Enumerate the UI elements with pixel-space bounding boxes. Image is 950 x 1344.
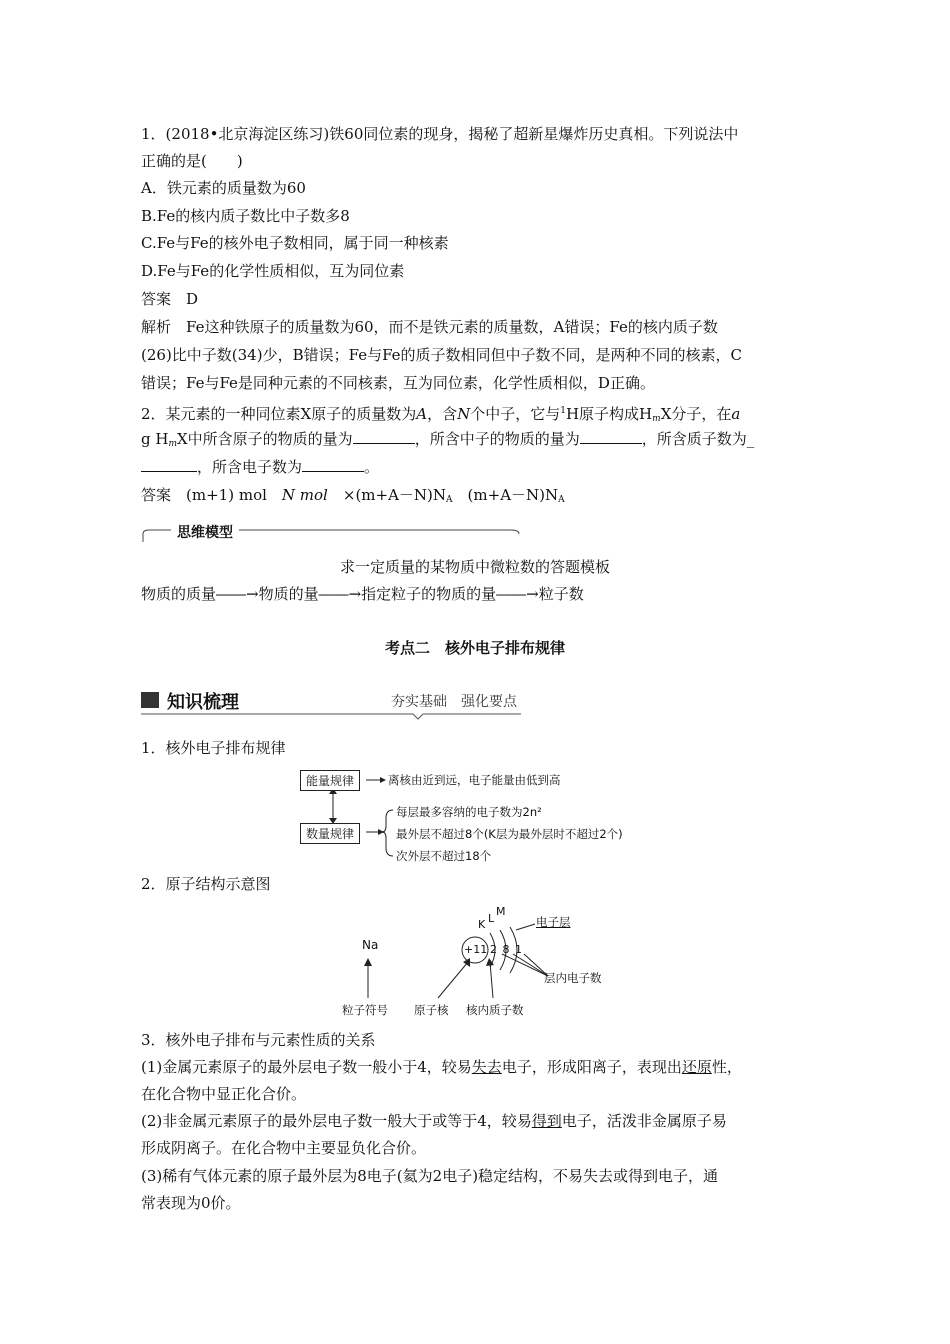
q1-analysis-line3: 错误；Fe与Fe是同种元素的不同核素，互为同位素，化学性质相似，D正确。 [141,374,655,392]
shell-m-label: M [496,905,506,918]
atom-structure-diagram [330,900,650,1022]
shell-l-label: L [488,912,495,925]
heading-2: 2．原子结构示意图 [141,875,271,893]
q1-analysis-line1: 解析 Fe这种铁原子的质量数为60，而不是铁元素的质量数，A错误；Fe的核内质子数 [141,318,718,336]
q1-option-a: A．铁元素的质量数为60 [141,179,306,197]
para1-line1: (1)金属元素原子的最外层电子数一般小于4，较易失去电子，形成阳离子，表现出还原性， [141,1058,742,1076]
q1-option-d: D.Fe与Fe的化学性质相似，互为同位素 [141,262,405,280]
blank-1[interactable] [353,429,415,444]
nucleus-charge: +11 [464,943,488,956]
knowledge-subtitle: 夯实基础 强化要点 [391,694,517,710]
q1-option-c: C.Fe与Fe的核外电子数相同，属于同一种核素 [141,234,449,252]
model-flow: 物质的质量――→物质的量――→指定粒子的物质的量――→粒子数 [141,585,584,603]
blank-2[interactable] [580,429,642,444]
para2-line1: (2)非金属元素原子的最外层电子数一般大于或等于4，较易得到电子，活泼非金属原子易 [141,1112,727,1130]
knowledge-bar [141,688,521,720]
count-rule-box: 数量规律 [300,823,360,844]
nucleus-caption: 原子核 [414,1003,449,1017]
q2-stem-line2: g $H_mX$中所含原子的物质的量为 ，所含中子的物质的量为 ，所含质子数为_ [141,430,755,449]
para3-line2: 常表现为0价。 [141,1194,241,1212]
count-rule-3: 次外层不超过18个 [396,849,492,863]
q1-analysis-line2: (26)比中子数(34)少，B错误；Fe与Fe的质子数相同但中子数不同，是两种不同的核素，C [141,346,743,364]
electron-counts: 2 8 1 [490,943,523,956]
q1-stem-line2: 正确的是( ) [141,152,243,170]
symbol-caption: 粒子符号 [342,1003,388,1017]
inner-electron-caption: 层内电子数 [544,971,602,985]
q2-stem-line3: ，所含电子数为 。 [141,457,379,477]
q1-option-b: B.Fe的核内质子数比中子数多8 [141,207,350,225]
shell-caption: 电子层 [536,915,571,929]
blank-4[interactable] [302,457,364,472]
electron-rule-diagram [300,768,660,864]
blank-3[interactable] [141,457,197,472]
model-title: 求一定质量的某物质中微粒数的答题模板 [339,558,610,576]
heading-1: 1．核外电子排布规律 [141,739,286,757]
energy-rule-box: 能量规律 [300,770,360,791]
section-title: 考点二 核外电子排布规律 [384,639,565,657]
para1-line2: 在化合物中显正化合价。 [141,1085,307,1103]
thinking-model-label: 思维模型 [171,522,239,542]
atom-symbol: Na [362,938,379,952]
heading-3: 3．核外电子排布与元素性质的关系 [141,1031,376,1049]
count-rule-1: 每层最多容纳的电子数为2n² [396,805,542,819]
count-rule-2: 最外层不超过8个(K层为最外层时不超过2个) [396,827,623,841]
energy-rule-text: 离核由近到远，电子能量由低到高 [388,773,561,787]
thinking-model-bar [141,520,521,544]
q2-stem-line1: 2．某元素的一种同位素X原子的质量数为A，含N个中子，它与$^1$H原子构成$H_mX$分子，在a [141,405,741,424]
q1-stem-line1: 1．(2018•北京海淀区练习)铁60同位素的现身，揭秘了超新星爆炸历史真相。下列说法中 [141,125,739,143]
para3-line1: (3)稀有气体元素的原子最外层为8电子(氦为2电子)稳定结构，不易失去或得到电子，通 [141,1167,719,1185]
para2-line2: 形成阴离子。在化合物中主要显负化合价。 [141,1139,427,1157]
knowledge-title: 知识梳理 [167,692,239,713]
q2-answer: 答案 (m+1) mol N mol $\times(m+A-N)N_A$ $(m+A-N)N_A$ [141,486,565,505]
q1-answer: 答案 D [141,290,199,308]
proton-caption: 核内质子数 [466,1003,524,1017]
shell-k-label: K [478,918,486,931]
